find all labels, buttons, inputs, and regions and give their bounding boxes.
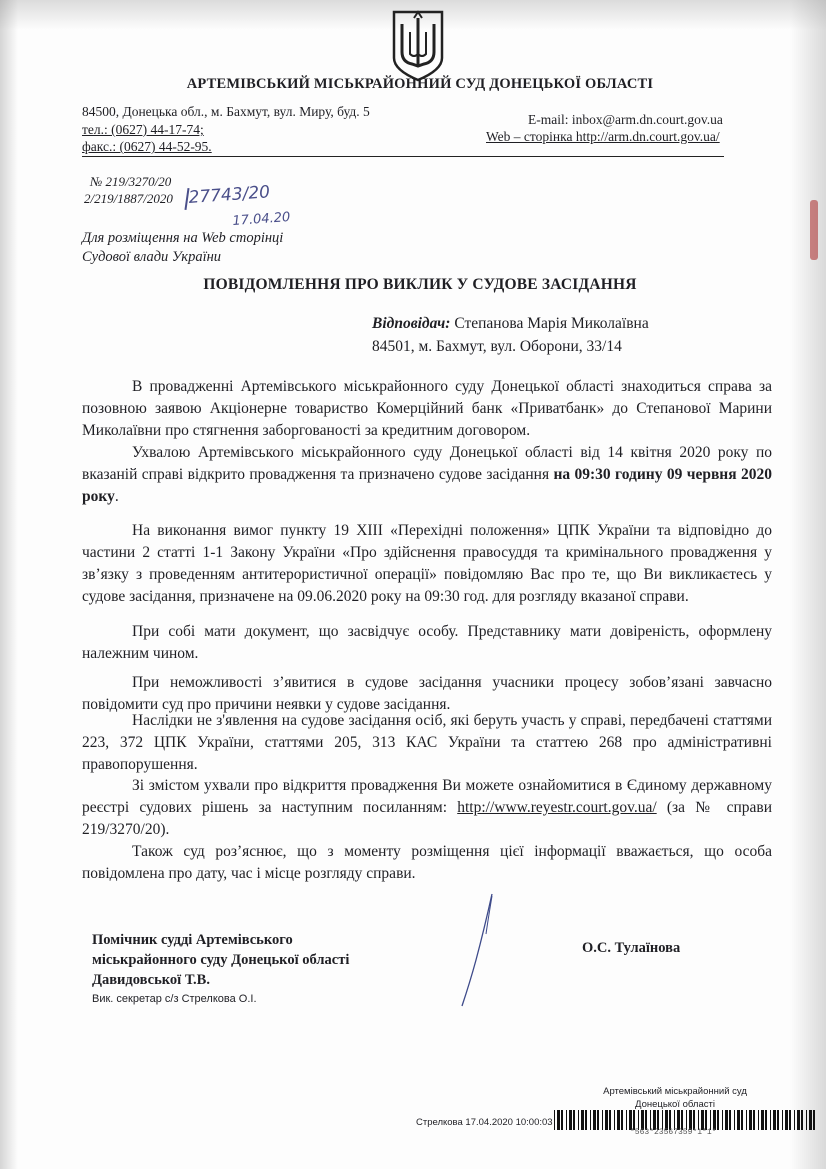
scan-shadow-right xyxy=(790,0,826,1169)
paragraph-hearing-date xyxy=(82,442,772,508)
barcode-bar xyxy=(569,1110,572,1130)
barcode-bar xyxy=(669,1110,671,1130)
barcode-bar xyxy=(734,1110,735,1130)
barcode-bar xyxy=(725,1110,728,1130)
respondent-label: Відповідач: xyxy=(372,315,451,332)
barcode-bar xyxy=(585,1110,587,1130)
court-stamp-line1: Артемівський міськрайонний суд xyxy=(603,1086,747,1097)
paragraph-notice: Також суд роз’яснює, що з моменту розміщення цієї інформації вважається, що особа повідомлена про дату, час і місце розгляду справи. xyxy=(82,843,772,882)
signature-mark xyxy=(448,890,508,1010)
respondent-line xyxy=(372,315,649,333)
trident-emblem-icon xyxy=(390,8,446,82)
secretary-note: Вик. секретар с/з Стрелкова О.І. xyxy=(92,993,257,1005)
paragraph-documents: При собі мати документ, що засвідчує особу. Представнику мати довіреність, оформлену належним чином. xyxy=(82,623,772,662)
barcode-bar xyxy=(758,1110,759,1130)
barcode-bar xyxy=(789,1110,791,1130)
barcode-bar xyxy=(773,1110,776,1130)
barcode-bar xyxy=(665,1110,668,1130)
signatory-line2: міськрайонного суду Донецької області xyxy=(92,952,350,968)
court-stamp-line2: Донецької області xyxy=(635,1099,715,1110)
court-address: 84500, Донецька обл., м. Бахмут, вул. Миру, буд. 5 xyxy=(82,104,370,119)
barcode-bar xyxy=(693,1110,695,1130)
barcode-bar xyxy=(813,1110,815,1130)
barcode-bar xyxy=(717,1110,719,1130)
barcode-bar xyxy=(809,1110,812,1130)
respondent-address: 84501, м. Бахмут, вул. Оборони, 33/14 xyxy=(372,338,622,355)
barcode-bar xyxy=(737,1110,740,1130)
barcode-bar xyxy=(806,1110,807,1130)
barcode-bar xyxy=(746,1110,747,1130)
barcode-icon xyxy=(554,1110,816,1130)
barcode-bar xyxy=(626,1110,627,1130)
barcode-bar xyxy=(686,1110,687,1130)
barcode-bar xyxy=(638,1110,639,1130)
barcode-bar xyxy=(597,1110,599,1130)
barcode-bar xyxy=(621,1110,623,1130)
document-title: ПОВІДОМЛЕННЯ ПРО ВИКЛИК У СУДОВЕ ЗАСІДАННЯ xyxy=(203,276,637,293)
barcode-bar xyxy=(617,1110,620,1130)
barcode-bar xyxy=(749,1110,752,1130)
barcode-bar xyxy=(794,1110,795,1130)
placement-note-line1: Для розміщення на Web сторінці xyxy=(82,230,284,246)
barcode-bar xyxy=(770,1110,771,1130)
paragraph-hearing-text: Ухвалою Артемівського міськрайонного суду Донецької області від 14 квітня 2020 року по вказаній справі відкрито провадження та призначено судове засідання xyxy=(82,444,772,483)
paragraph-summons: На виконання вимог пункту 19 ХІІІ «Перехідні положення» ЦПК України та відповідно до частини 2 статті 1-1 Закону України «Про здійснення правосуддя та кримінального провадження у зв’язку з проведенням антитерористичної операції» повідомляю Вас про те, що Ви викликаєтесь у судове засідання, призначене на 09.06.2020 року на 09:30 год. для розгляду вказаної справи. xyxy=(82,522,772,605)
barcode-number: *563*23567359*1*1* xyxy=(630,1128,717,1137)
binder-mark xyxy=(810,200,818,260)
barcode-bar xyxy=(729,1110,731,1130)
court-website[interactable]: Web – сторінка http://arm.dn.court.gov.ua/ xyxy=(486,129,720,144)
court-phone: тел.: (0627) 44-17-74; xyxy=(82,122,204,137)
barcode-bar xyxy=(674,1110,675,1130)
barcode-bar xyxy=(578,1110,579,1130)
barcode-bar xyxy=(797,1110,800,1130)
barcode-bar xyxy=(590,1110,591,1130)
paragraph-registry-text: Зі змістом ухвали про відкриття провадження Ви можете ознайомитися в Єдиному державному реєстрі судових рішень за наступним посиланням: xyxy=(82,777,772,816)
barcode-bar xyxy=(653,1110,656,1130)
barcode-bar xyxy=(782,1110,783,1130)
barcode-bar xyxy=(753,1110,755,1130)
barcode-bar xyxy=(650,1110,651,1130)
paragraph-absence: При неможливості з’явитися в судове засідання учасники процесу зобов’язані завчасно повідомити суд про причини неявки у судове засідання. xyxy=(82,674,772,713)
barcode-bar xyxy=(605,1110,608,1130)
barcode-bar xyxy=(614,1110,615,1130)
barcode-bar xyxy=(641,1110,644,1130)
barcode-bar xyxy=(681,1110,683,1130)
barcode-bar xyxy=(777,1110,779,1130)
barcode-bar xyxy=(713,1110,716,1130)
barcode-bar xyxy=(785,1110,788,1130)
handwritten-outgoing-number: 27743/20 xyxy=(188,182,271,208)
court-email[interactable]: E-mail: inbox@arm.dn.court.gov.ua xyxy=(528,112,723,127)
registry-link[interactable]: http://www.reyestr.court.gov.ua/ xyxy=(457,799,657,816)
paragraph-registry-end: (за № справи 219/3270/20). xyxy=(82,799,772,838)
scan-shadow-left xyxy=(0,0,18,1169)
paragraph-registry xyxy=(82,775,772,841)
barcode-bar xyxy=(554,1110,555,1130)
barcode-bar xyxy=(698,1110,699,1130)
barcode-bar xyxy=(689,1110,692,1130)
handwritten-date: 17.04.20 xyxy=(232,209,291,229)
barcode-bar xyxy=(645,1110,647,1130)
barcode-bar xyxy=(657,1110,659,1130)
barcode-bar xyxy=(602,1110,603,1130)
barcode-bar xyxy=(677,1110,680,1130)
respondent-name: Степанова Марія Миколаївна xyxy=(454,315,649,332)
barcode-bar xyxy=(765,1110,767,1130)
barcode-bar xyxy=(557,1110,560,1130)
barcode-bar xyxy=(741,1110,743,1130)
user-timestamp: Стрелкова 17.04.2020 10:00:03 xyxy=(416,1117,553,1128)
barcode-bar xyxy=(633,1110,635,1130)
proceeding-number: 2/219/1887/2020 xyxy=(84,191,173,206)
barcode-bar xyxy=(629,1110,632,1130)
barcode-bar xyxy=(710,1110,711,1130)
barcode-bar xyxy=(609,1110,611,1130)
barcode-bar xyxy=(593,1110,596,1130)
signatory-line1: Помічник судді Артемівського xyxy=(92,932,293,948)
barcode-bar xyxy=(761,1110,764,1130)
paragraph-hearing-end: . xyxy=(114,488,119,505)
barcode-bar xyxy=(573,1110,575,1130)
signer-name: О.С. Тулаїнова xyxy=(582,940,681,956)
paragraph-consequences: Наслідки не з'явлення на судове засідання осіб, які беруть участь у справі, передбачені статтями 223, 372 ЦПК України, статтями 205, 313 КАС України та статтею 268 про адміністративні правопорушення. xyxy=(82,712,772,773)
barcode-bar xyxy=(561,1110,563,1130)
barcode-bar xyxy=(701,1110,704,1130)
barcode-bar xyxy=(566,1110,567,1130)
paragraph-case: В провадженні Артемівського міськрайонного суду Донецької області знаходиться справа за позовною заявою Акціонерне товариство Комерційний банк «Приватбанк» до Степанової Марини Миколаївни про стягнення заборгованості за кредитним договором. xyxy=(82,378,772,439)
placement-note-line2: Судової влади України xyxy=(82,249,222,265)
signatory-block xyxy=(92,930,349,990)
case-number: № 219/3270/20 xyxy=(90,174,172,189)
header-divider xyxy=(82,156,724,157)
hearing-datetime: на 09:30 годину 09 червня 2020 року xyxy=(82,466,773,505)
barcode-bar xyxy=(722,1110,723,1130)
court-fax: факс.: (0627) 44-52-95. xyxy=(82,139,212,154)
court-name: АРТЕМІВСЬКИЙ МІСЬКРАЙОННИЙ СУД ДОНЕЦЬКОЇ ОБЛАСТІ xyxy=(186,76,654,92)
court-stamp xyxy=(600,1085,750,1111)
barcode-bar xyxy=(705,1110,707,1130)
barcode-bar xyxy=(581,1110,584,1130)
barcode-bar xyxy=(662,1110,663,1130)
barcode-bar xyxy=(801,1110,803,1130)
signatory-line3: Давидовської Т.В. xyxy=(92,972,210,988)
